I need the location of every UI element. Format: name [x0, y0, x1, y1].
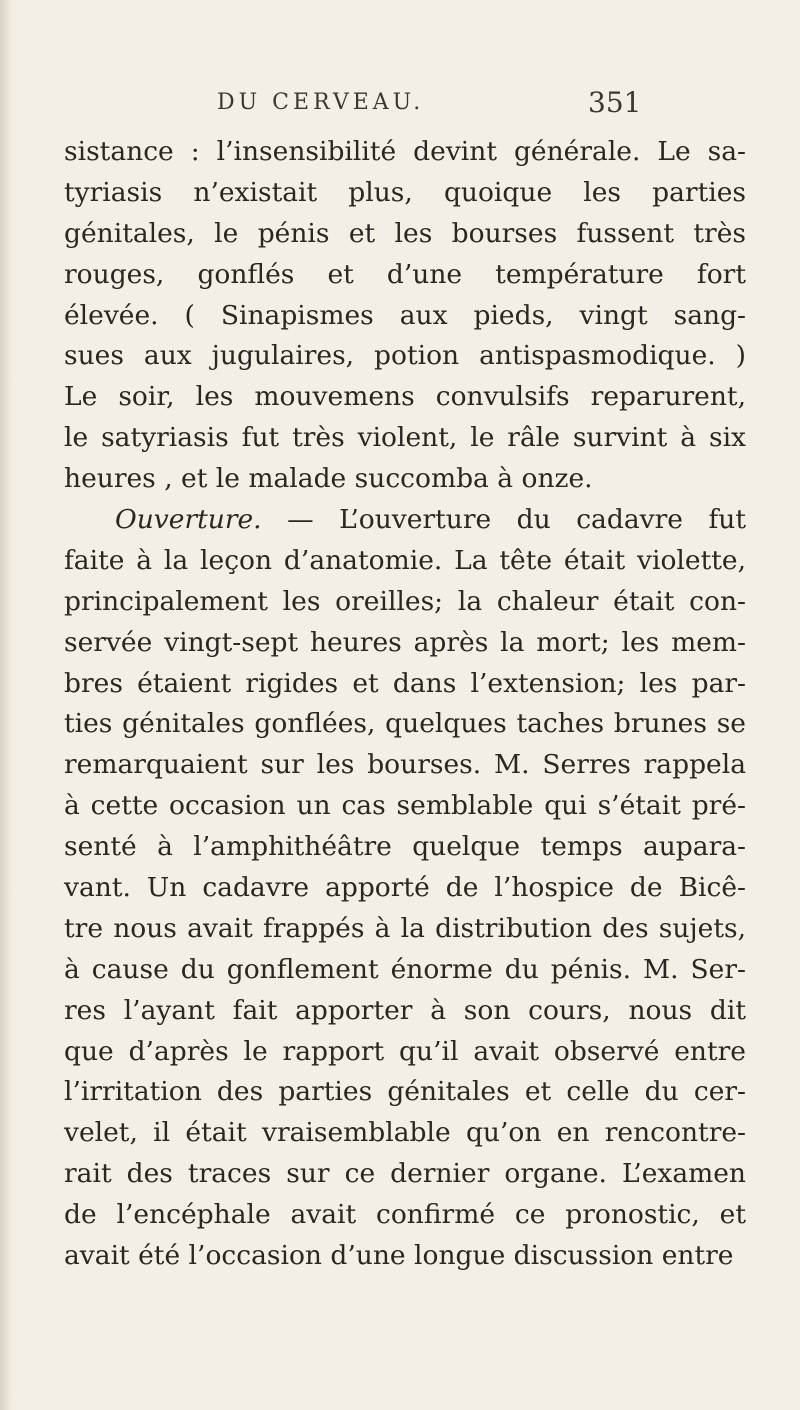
text-line: rait des traces sur ce dernier organe. L’examen — [64, 1158, 746, 1190]
text-line: avait été l’occasion d’une longue discussion entre — [64, 1240, 734, 1272]
text-line: velet, il était vraisemblable qu’on en rencontre- — [64, 1117, 746, 1149]
page-number: 351 — [588, 86, 642, 119]
text-line: ties génitales gonflées, quelques taches brunes se — [64, 708, 746, 740]
running-title: DU CERVEAU. — [217, 90, 425, 115]
text-line-section-start — [64, 500, 746, 541]
text-line: le satyriasis fut très violent, le râle survint à six — [64, 422, 746, 454]
text-line: que d’après le rapport qu’il avait observé entre — [64, 1035, 746, 1067]
text-line: principalement les oreilles; la chaleur était con- — [64, 585, 746, 617]
text-line: génitales, le pénis et les bourses fussent très — [64, 217, 746, 249]
section-heading: Ouverture. — [115, 504, 262, 536]
text-line: de l’encéphale avait confirmé ce pronostic, et — [64, 1199, 746, 1231]
text-line: rouges, gonflés et d’une température fort — [64, 258, 746, 290]
text-line: tre nous avait frappés à la distribution des sujets, — [64, 912, 746, 944]
text-line: vant. Un cadavre apporté de l’hospice de Bicê- — [64, 872, 746, 904]
text-line: senté à l’amphithéâtre quelque temps aupara- — [64, 831, 746, 863]
text-line: servée vingt-sept heures après la mort; les mem- — [64, 626, 746, 658]
text-line: bres étaient rigides et dans l’extension; les par- — [64, 667, 746, 699]
text-line: res l’ayant fait apporter à son cours, nous dit — [64, 994, 746, 1026]
text-line: élevée. ( Sinapismes aux pieds, vingt sang- — [64, 299, 746, 331]
text-line: faite à la leçon d’anatomie. La tête était violette, — [64, 544, 746, 576]
body-text — [64, 132, 746, 1277]
text-line: sistance : l’insensibilité devint générale. Le sa- — [64, 136, 746, 167]
text-line: à cette occasion un cas semblable qui s’était pré- — [64, 790, 746, 822]
text-line: Le soir, les mouvemens convulsifs reparurent, — [64, 381, 746, 413]
text-line: heures , et le malade succomba à onze. — [64, 463, 593, 495]
page-edge-shadow — [0, 0, 14, 1410]
text-line: à cause du gonflement énorme du pénis. M. Ser- — [64, 953, 746, 985]
running-head — [0, 86, 800, 130]
text-line: tyriasis n’existait plus, quoique les parties — [64, 176, 746, 208]
section-line-text: — L’ouverture du cadavre fut — [287, 504, 746, 536]
text-line: sues aux jugulaires, potion antispasmodique. ) — [64, 340, 746, 372]
text-line: l’irritation des parties génitales et celle du cer- — [64, 1076, 746, 1108]
text-line: remarquaient sur les bourses. M. Serres rappela — [64, 749, 746, 781]
